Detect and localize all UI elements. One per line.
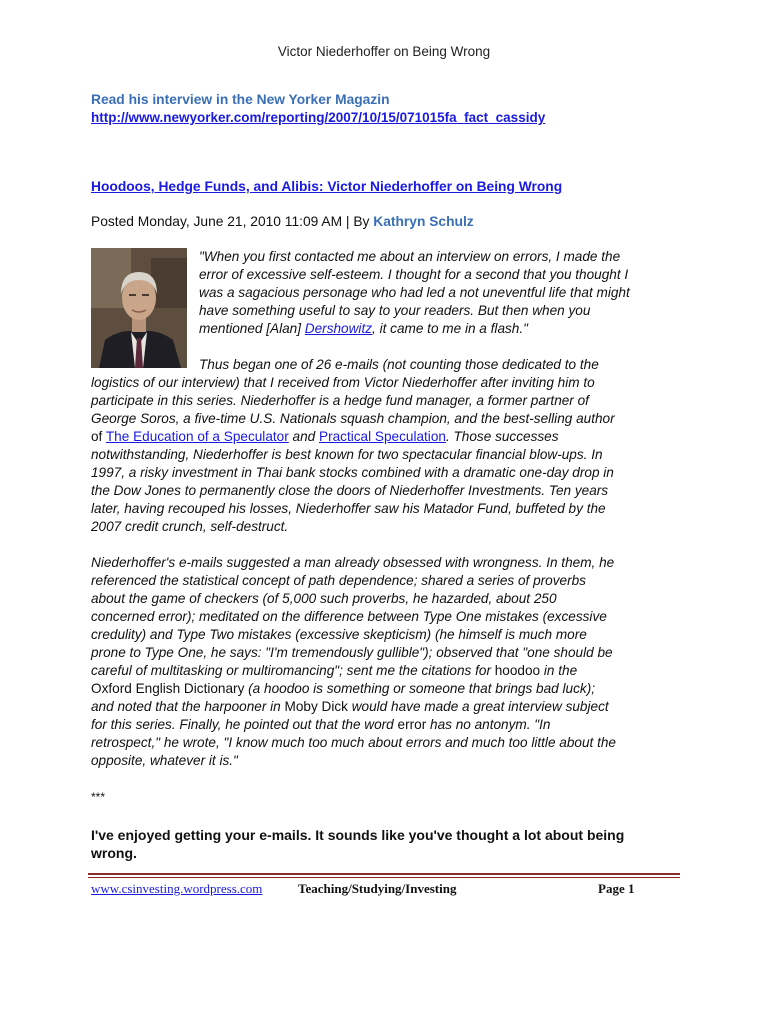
- paragraph-quote: [199, 248, 630, 338]
- text-line: [91, 716, 616, 734]
- practical-speculation-link[interactable]: Practical Speculation: [319, 429, 446, 444]
- text-line: wrong.: [91, 845, 137, 861]
- text-segment: and: [288, 429, 319, 444]
- text-segment: Oxford English Dictionary: [91, 681, 245, 696]
- text-line: 1997, a risky investment in Thai bank stocks combined with a dramatic one-day drop in: [91, 465, 614, 480]
- text-segment: of: [91, 429, 106, 444]
- paragraph-emails: [91, 554, 616, 770]
- text-line: participate in this series. Niederhoffer is a hedge fund manager, a former partner of: [91, 393, 589, 408]
- text-segment: for this series. Finally, he pointed out that the word: [91, 717, 398, 732]
- text-line: "When you first contacted me about an interview on errors, I made the: [199, 249, 621, 264]
- interview-question: [91, 826, 624, 862]
- byline-prefix: Posted Monday, June 21, 2010 11:09 AM | By: [91, 214, 374, 229]
- text-segment: has no antonym. "In: [426, 717, 551, 732]
- text-segment: Moby Dick: [284, 699, 348, 714]
- paragraph-intro-line: [199, 356, 599, 374]
- text-segment: and noted that the harpooner in: [91, 699, 285, 714]
- text-line: was a sagacious personage who had led a not uneventful life that might: [199, 285, 630, 300]
- text-line: George Soros, a five-time U.S. Nationals squash champion, and the best-selling author: [91, 411, 615, 426]
- text-line: [91, 662, 616, 680]
- text-line: Thus began one of 26 e-mails (not counting those dedicated to the: [199, 357, 599, 372]
- author-photo: [91, 248, 187, 368]
- footer-rule: [88, 877, 680, 878]
- footer-rule: [88, 873, 680, 875]
- text-segment: error: [397, 717, 427, 732]
- footer-site-link[interactable]: www.csinvesting.wordpress.com: [91, 881, 263, 896]
- paragraph-background: [91, 374, 615, 536]
- page-header-title: Victor Niederhoffer on Being Wrong: [277, 44, 491, 59]
- footer-tagline: Teaching/Studying/Investing: [298, 881, 457, 896]
- text-line: concerned error); meditated on the difference between Type One mistakes (excessive: [91, 609, 607, 624]
- text-line: Niederhoffer's e-mails suggested a man already obsessed with wrongness. In them, he: [91, 555, 615, 570]
- text-line: the Dow Jones to permanently close the doors of Niederhoffer Investments. Ten years: [91, 483, 609, 498]
- text-line: [91, 428, 615, 446]
- new-yorker-link[interactable]: http://www.newyorker.com/reporting/2007/10/15/071015fa_fact_cassidy: [91, 110, 546, 125]
- text-segment: in the: [540, 663, 578, 678]
- text-line: prone to Type One, he says: "I'm tremendously gullible"); observed that "one should be: [91, 645, 613, 660]
- text-line: I've enjoyed getting your e-mails. It sounds like you've thought a lot about being: [91, 827, 625, 843]
- text-line: error of excessive self-esteem. I thought for a second that you thought I: [199, 267, 629, 282]
- text-segment: . Those successes: [445, 429, 559, 444]
- section-separator: ***: [91, 790, 106, 804]
- text-line: [91, 698, 616, 716]
- text-segment: mentioned [Alan]: [199, 321, 305, 336]
- text-line: [91, 680, 616, 698]
- intro-text: Read his interview in the New Yorker Magazin: [91, 92, 390, 107]
- text-line: [199, 320, 630, 338]
- text-line: notwithstanding, Niederhoffer is best known for two spectacular financial blow-ups. In: [91, 447, 603, 462]
- text-segment: , it came to me in a flash.": [372, 321, 528, 336]
- text-segment: hoodoo: [494, 663, 541, 678]
- text-line: about the game of checkers (of 5,000 such proverbs, he hazarded, about 250: [91, 591, 557, 606]
- text-line: 2007 credit crunch, self-destruct.: [91, 519, 289, 534]
- author-name[interactable]: Kathryn Schulz: [373, 214, 474, 229]
- text-segment: would have made a great interview subject: [347, 699, 609, 714]
- byline: [91, 214, 474, 229]
- text-line: later, having recouped his losses, Niederhoffer saw his Matador Fund, buffeted by the: [91, 501, 606, 516]
- dershowitz-link[interactable]: Dershowitz: [304, 321, 373, 336]
- text-line: opposite, whatever it is.": [91, 753, 238, 768]
- text-line: credulity) and Type Two mistakes (excessive skepticism) (he himself is much more: [91, 627, 587, 642]
- portrait-image: [91, 248, 187, 368]
- text-segment: (a hoodoo is something or someone that brings bad luck);: [244, 681, 595, 696]
- text-line: referenced the statistical concept of path dependence; shared a series of proverbs: [91, 573, 586, 588]
- education-of-a-speculator-link[interactable]: The Education of a Speculator: [105, 429, 289, 444]
- page-number: Page 1: [598, 881, 635, 896]
- text-line: have something useful to say to your readers. But then when you: [199, 303, 591, 318]
- text-line: logistics of our interview) that I received from Victor Niederhoffer after inviting him to: [91, 375, 595, 390]
- text-line: retrospect," he wrote, "I know much too much about errors and much too little about the: [91, 735, 616, 750]
- article-title-link[interactable]: Hoodoos, Hedge Funds, and Alibis: Victor Niederhoffer on Being Wrong: [91, 179, 563, 194]
- text-segment: careful of multitasking or multiromancing"; sent me the citations for: [91, 663, 495, 678]
